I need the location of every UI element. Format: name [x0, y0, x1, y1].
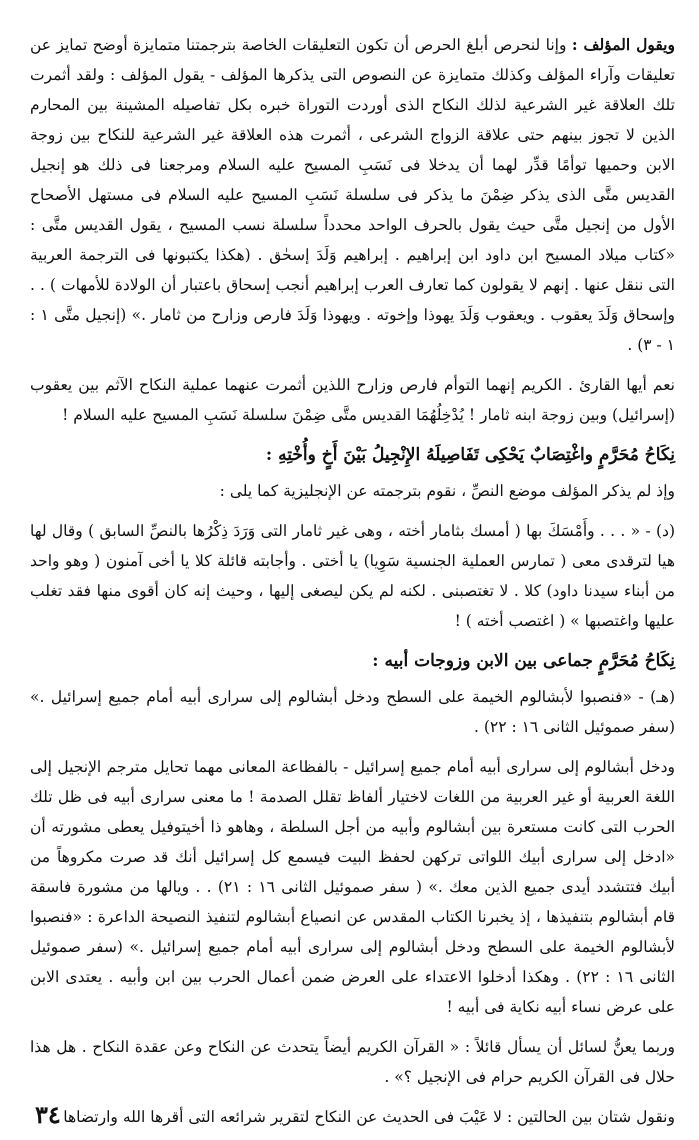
paragraph: ودخل أبشالوم إلى سرارى أبيه أمام جميع إسرائيل - بالفظاعة المعانى مهما تحايل مترجم الإنجيل إلى اللغة العربية أو غير العربية من اللغات لاختيار ألفاظ تقلل الصدمة ! ما معنى سرارى أبيه فى ظل تلك الحرب التى كانت مستعرة بين أبشالوم وأبيه من أجل السلطة ، وهاهو ذا أخيتوفيل يعطى مشورته أن «ادخل إلى سرارى أبيك اللواتى تركهن لحفظ البيت فيسمع كل إسرائيل أنك قد صرت مكروهاً من أبيك فتتشدد أيدى جميع الذين معك .» ( سفر صموئيل الثانى ١٦ : ٢١) . . ويالها من مشورة فاسقة قام أبشالوم بتنفيذها ، إذ يخبرنا الكتاب المقدس عن انصياع أبشالوم لتنفيذ النصيحة الداعرة : «فنصبوا لأبشالوم الخيمة على السطح ودخل أبشالوم إلى سرارى أبيه أمام جميع إسرائيل .» (سفر صموئيل الثانى ١٦ : ٢٢) . وهكذا أدخلوا الاعتداء على العرض ضمن أعمال الحرب بين ابن وأبيه . يعتدى الابن على عرض نساء أبيه نكاية فى أبيه ! [30, 758, 676, 1016]
paragraph: وإذ لم يذكر المؤلف موضع النصِّ ، نقوم بترجمته عن الإنجليزية كما يلى : [219, 482, 675, 500]
paragraph: (د) - « . . . وأَمْسَكَ بها ( أمسك بثامار أخته ، وهى غير ثامار التى وَرَدَ ذِكْرُها بالنصِّ السابق ) وقال لها هيا لترقدى معى ( تمارس العملية الجنسية سَوِيا) يا أختى . وأجابته قائلة كلا يا أخى آمنون ( وهو واحد من أبناء سيدنا داود) كلا . لا تغتصبنى . لكنه لم يكن ليصغى إليها ، وحيث إنه كان أقوى منها فقد تغلب عليها واغتصبها » ( اغتصب أخته ) ! [30, 522, 675, 630]
section-heading: نِكَاحُ مُحَرَّمٍ واغْتِصَابٌ يَحْكِى تَفَاصِيلَهُ الإِنْجِيلُ بَيْنَ أَخٍ وأُخْتِهِ : [265, 445, 675, 465]
section-heading: نِكَاحُ مُحَرَّمٍ جماعى بين الابن وزوجات أبيه : [372, 651, 675, 671]
page-number: ٣٤ [35, 1100, 61, 1129]
paragraph: نعم أيها القارئ . الكريم إنهما التوأم فارص وزارح اللذين أثمرت عنهما عملية النكاح الآثم بين يعقوب (إسرائيل) وبين زوجة ابنه ثامار ! يُدْخِلُهُمَا القديس متَّى ضِمْنَ سلسلة نَسَبِ المسيح عليه السلام ! [30, 376, 675, 424]
author-says-lead: ويقول المؤلف : [571, 35, 675, 54]
paragraph: ونقول شتان بين الحالتين : لا عَيْبَ فى الحديث عن النكاح لتقرير شرائعه التى أقرها الله وارتضاها [63, 1108, 675, 1126]
paragraph-text: وإنا لنحرص أبلغ الحرص أن تكون التعليقات الخاصة بترجمتنا متمايزة أوضح تمايز عن تعليقات وآراء المؤلف وكذلك متمايزة عن النصوص التى يذكرها المؤلف - يقول المؤلف : ولقد أثمرت تلك العلاقة غير الشرعية لذلك النكاح الذى أوردت التوراة خبره بكل تفاصيله المشينة بين المحارم الذين لا تجوز بينهم حتى علاقة الزواج الشرعى ، أثمرت هذه العلاقة غير الشرعية للنكاح بين زوجة الابن وحميها توأمًا قدِّر لهما أن يدخلا فى نَسَبِ المسيح عليه السلام ومرجعنا فى ذلك هو إنجيل القديس متَّى الذى يذكر ضِمْنَ ما يذكر فى سلسلة نَسَبِ المسيح عليه السلام فى مستهل الأصحاح الأول من إنجيل متَّى حيث يقول بالحرف الواحد محدداً سلسلة نسب المسيح ، يقول القديس متَّى : «كتاب ميلاد المسيح ابن داود ابن إبراهيم . إبراهيم وَلَدَ إسحٰق . (هكذا يكتبونها فى الترجمة العربية التى ننقل عنها . إنهم لا يقولون كما تعارف العرب إبراهيم أنجب إسحاق باعتبار أن الولادة للأمهات ) . . وإسحاق وَلَدَ يعقوب . ويعقوب وَلَدَ يهوذا وإخوته . ويهوذا وَلَدَ فارص وزارح من ثامار .» (إنجيل متَّى ١ : ١ - ٣) . [30, 36, 676, 354]
paragraph: وربما يعنُّ لسائل أن يسأل قائلاً : « القرآن الكريم أيضاً يتحدث عن النكاح وعن عقدة النكاح . هل هذا حلال فى القرآن الكريم حرام فى الإنجيل ؟» . [30, 1038, 675, 1086]
paragraph: (هـ) - «فنصبوا لأبشالوم الخيمة على السطح ودخل أبشالوم إلى سرارى أبيه أمام جميع إسرائيل .» (سفر صموئيل الثانى ١٦ : ٢٢) . [30, 688, 675, 736]
paragraph [30, 30, 675, 360]
